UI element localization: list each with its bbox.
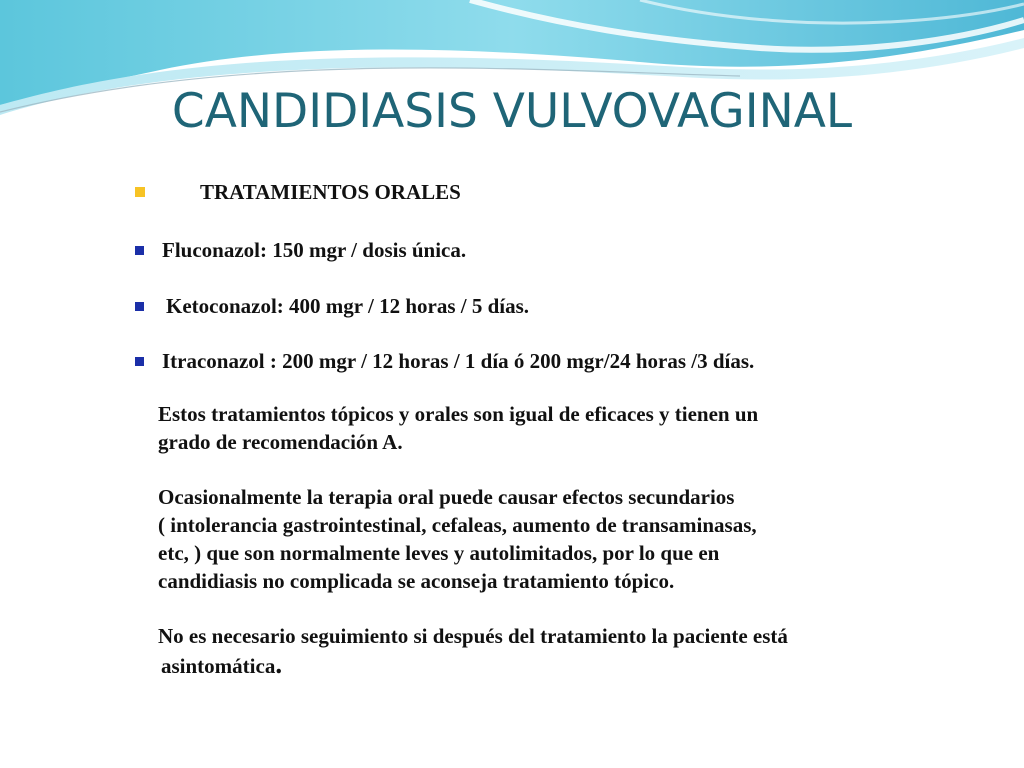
paragraph-period: .	[275, 649, 283, 679]
paragraph-line: Estos tratamientos tópicos y orales son igual de eficaces y tienen un	[158, 402, 759, 426]
square-bullet-icon	[135, 357, 144, 366]
paragraph-text: asintomática	[161, 654, 276, 678]
paragraph-line: grado de recomendación A.	[158, 430, 403, 454]
paragraph-line: ( intolerancia gastrointestinal, cefaleas, aumento de transaminasas,	[158, 513, 757, 537]
paragraph-line: etc, ) que son normalmente leves y autolimitados, por lo que en	[158, 541, 720, 565]
slide-title: CANDIDIASIS VULVOVAGINAL	[171, 84, 853, 139]
paragraph-side-effects	[158, 483, 757, 595]
square-bullet-icon	[135, 246, 144, 255]
bullet-text: Ketoconazol: 400 mgr / 12 horas / 5 días.	[166, 294, 530, 318]
bullet-text: Itraconazol : 200 mgr / 12 horas / 1 día ó 200 mgr/24 horas /3 días.	[162, 349, 755, 373]
paragraph-line	[158, 650, 788, 680]
square-bullet-icon	[135, 302, 144, 311]
section-heading: TRATAMIENTOS ORALES	[200, 180, 461, 204]
paragraph-efficacy	[158, 400, 758, 456]
paragraph-follow-up	[158, 622, 788, 680]
paragraph-line: candidiasis no complicada se aconseja tratamiento tópico.	[158, 569, 675, 593]
bullet-text: Fluconazol: 150 mgr / dosis única.	[162, 238, 467, 262]
paragraph-line: No es necesario seguimiento si después del tratamiento la paciente está	[158, 624, 788, 648]
square-bullet-icon	[135, 187, 145, 197]
paragraph-line: Ocasionalmente la terapia oral puede causar efectos secundarios	[158, 485, 735, 509]
